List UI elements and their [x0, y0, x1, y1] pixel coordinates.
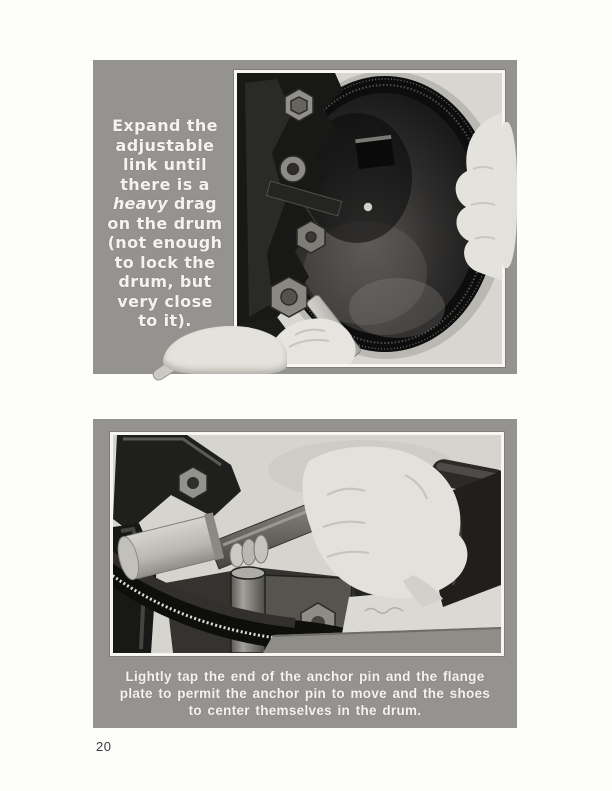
- top-panel-caption: [97, 116, 233, 331]
- caption-line: Expand the: [112, 116, 218, 135]
- bottom-photo-mallet-anchor-pin: [113, 435, 501, 653]
- hand-overlap-bottom-border: [163, 326, 287, 374]
- caption-line: there is a: [120, 174, 210, 194]
- bottom-photo-frame: [110, 432, 504, 656]
- top-photo-frame: [234, 70, 505, 367]
- caption-line: drum, but: [118, 272, 212, 291]
- caption-line: adjustable: [115, 135, 215, 155]
- bottom-panel-caption: [101, 668, 509, 719]
- bottom-instruction-panel: [93, 419, 517, 728]
- caption-line: very close: [117, 291, 213, 311]
- caption-line: on the drum: [107, 213, 223, 233]
- page-number: 20: [96, 739, 112, 754]
- caption-line: to center themselves in the drum.: [188, 703, 422, 718]
- caption-line: Lightly tap the end of the anchor pin and the flange: [125, 669, 485, 684]
- caption-line: heavy drag: [112, 194, 218, 213]
- top-photo-brake-drum-adjustment: [237, 73, 502, 364]
- hand-overlap-right-border: [501, 122, 517, 268]
- caption-line: (not enough: [107, 233, 223, 252]
- caption-line: link until: [123, 155, 207, 174]
- caption-line: plate to permit the anchor pin to move and the shoes: [119, 686, 491, 701]
- caption-line: to it).: [138, 311, 192, 330]
- caption-line: to lock the: [114, 252, 216, 272]
- top-instruction-panel: [93, 60, 517, 374]
